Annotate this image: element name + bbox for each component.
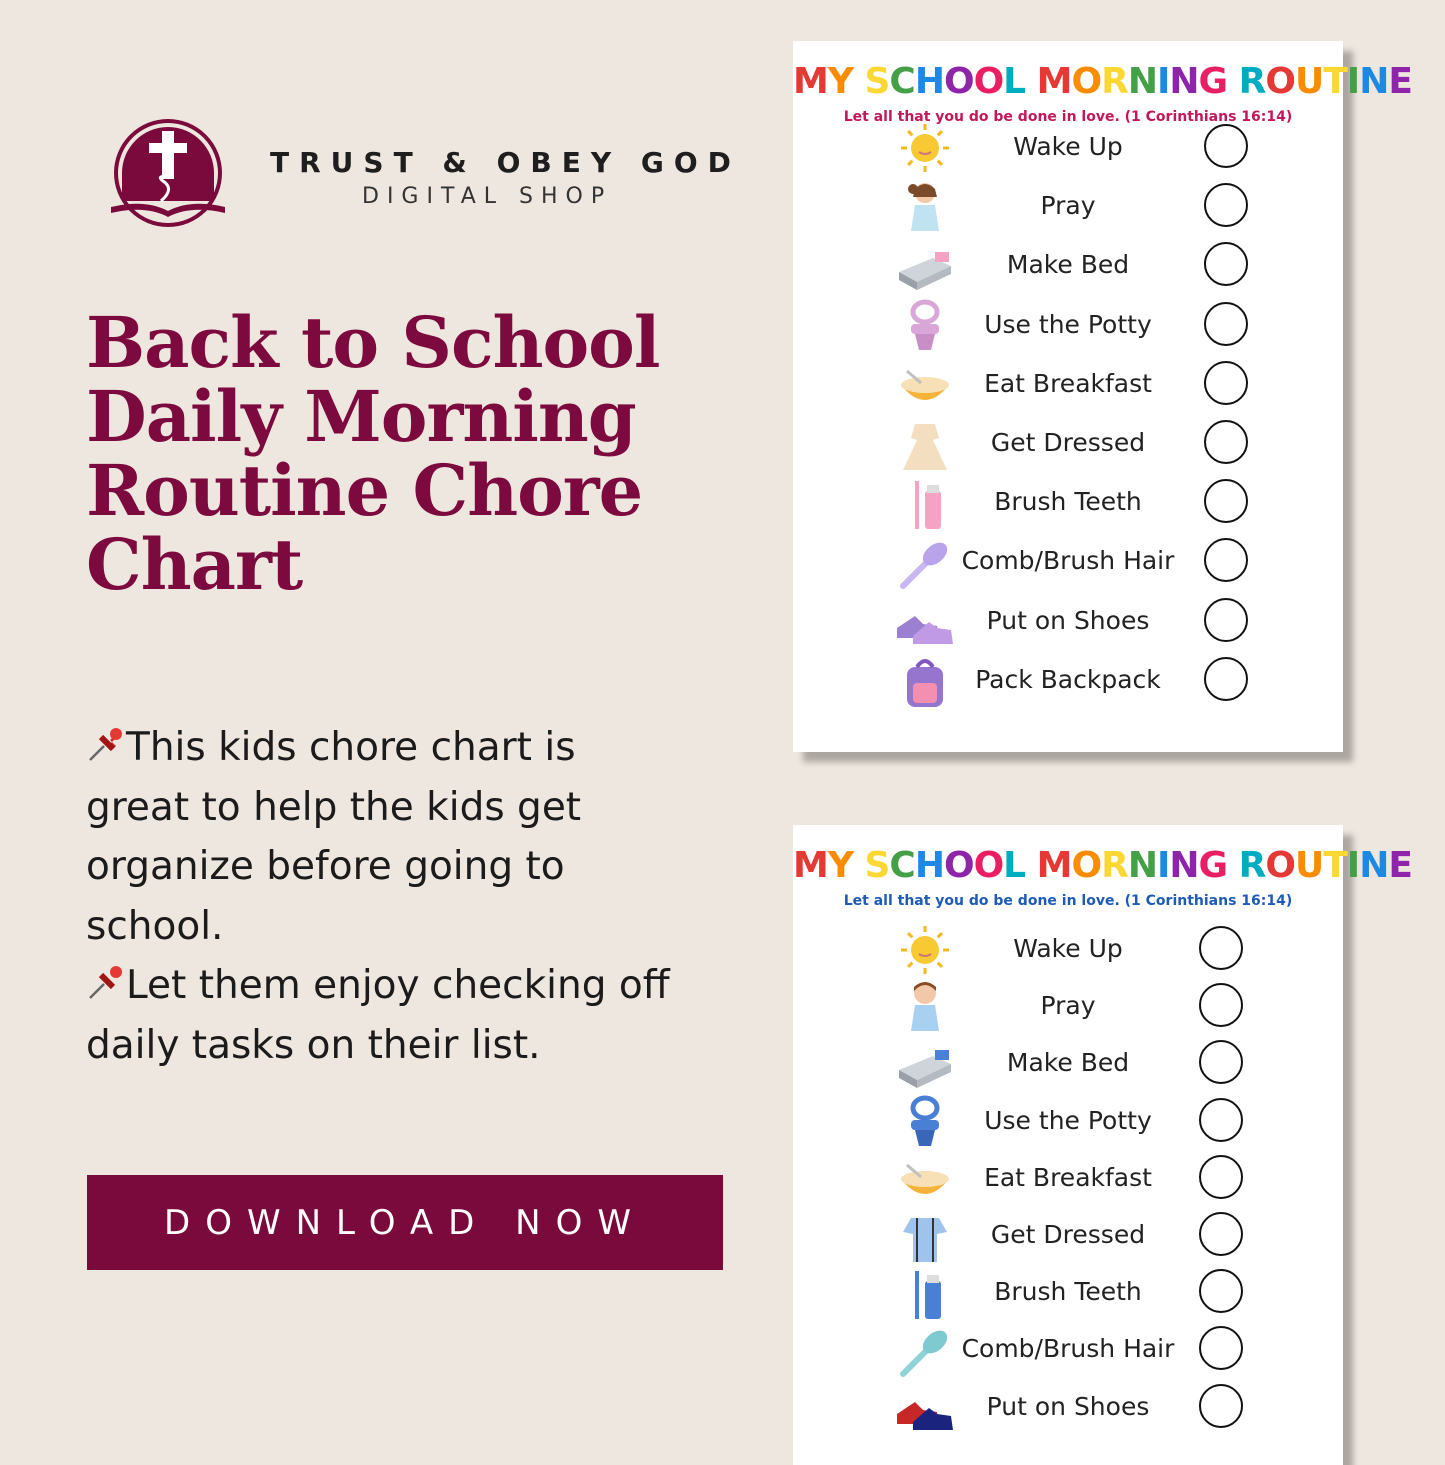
cereal-bowl-icon [893,357,957,413]
task-label: Eat Breakfast [984,1162,1152,1192]
task-checkbox[interactable] [1199,1326,1243,1370]
task-checkbox[interactable] [1204,361,1248,405]
task-row [793,1211,1343,1261]
backpack-icon [893,653,957,709]
shoes-icon [893,1380,957,1436]
task-label: Use the Potty [984,309,1152,339]
task-label: Wake Up [1013,934,1123,963]
task-row [793,1268,1343,1318]
task-checkbox[interactable] [1199,1212,1243,1256]
page-title: Back to School Daily Morning Routine Chore Chart [86,301,660,606]
task-label: Wake Up [1013,132,1123,161]
task-row [793,123,1343,173]
task-row [793,182,1343,232]
task-row [793,1097,1343,1147]
task-checkbox[interactable] [1204,538,1248,582]
task-checkbox[interactable] [1199,1155,1243,1199]
card-verse: Let all that you do be done in love. (1 Corinthians 16:14) [843,109,1293,125]
task-checkbox[interactable] [1204,124,1248,168]
task-label: Eat Breakfast [984,368,1152,398]
task-row [793,656,1343,706]
praying-girl-icon [893,179,957,235]
sun-icon [893,120,957,176]
task-checkbox[interactable] [1199,1384,1243,1428]
task-label: Pack Backpack [975,664,1161,694]
task-label: Make Bed [1006,1048,1130,1078]
brand-name: TRUST & OBEY GOD [270,146,741,179]
task-label: Brush Teeth [994,487,1142,517]
card-title: MY SCHOOL MORNING ROUTINE [793,845,1412,886]
description [86,718,686,1075]
toilet-icon [893,1094,957,1150]
task-row [793,1039,1343,1089]
task-checkbox[interactable] [1204,420,1248,464]
card-verse: Let all that you do be done in love. (1 Corinthians 16:14) [843,893,1293,909]
task-checkbox[interactable] [1204,242,1248,286]
task-row [793,1383,1343,1433]
sun-icon [893,922,957,978]
task-label: Make Bed [1006,250,1130,280]
task-checkbox[interactable] [1204,479,1248,523]
task-row [793,597,1343,647]
shirt-icon [893,1208,957,1264]
task-row [793,1325,1343,1375]
task-label: Pray [1040,991,1096,1021]
chore-chart-card-girl [793,41,1412,752]
brand-subtitle: DIGITAL SHOP [362,184,613,209]
toothbrush-icon [893,1265,957,1321]
hairbrush-icon [893,1322,957,1378]
task-label: Put on Shoes [986,605,1150,635]
task-checkbox[interactable] [1204,598,1248,642]
task-row [793,1154,1343,1204]
task-label: Put on Shoes [986,1391,1150,1421]
bed-icon [893,238,957,294]
task-row [793,241,1343,291]
task-label: Use the Potty [984,1105,1152,1135]
task-row [793,982,1343,1032]
task-row [793,537,1343,587]
task-row [793,419,1343,469]
task-checkbox[interactable] [1204,183,1248,227]
task-label: Get Dressed [990,1220,1146,1249]
description-paragraph-2: Let them enjoy checking off daily tasks on their list. [86,963,670,1068]
chore-chart-card-boy [793,825,1412,1465]
pushpin-icon [86,724,126,764]
task-checkbox[interactable] [1199,1098,1243,1142]
task-checkbox[interactable] [1199,1269,1243,1313]
task-checkbox[interactable] [1199,983,1243,1027]
task-label: Brush Teeth [994,1277,1142,1307]
toilet-icon [893,298,957,354]
task-row [793,478,1343,528]
card-title: MY SCHOOL MORNING ROUTINE [793,61,1412,102]
hairbrush-icon [893,534,957,590]
task-row [793,301,1343,351]
task-checkbox[interactable] [1204,657,1248,701]
pushpin-icon [86,962,126,1002]
toothbrush-icon [893,475,957,531]
bed-icon [893,1036,957,1092]
task-row [793,360,1343,410]
task-label: Pray [1040,191,1096,221]
task-label: Comb/Brush Hair [961,1334,1175,1364]
dress-icon [893,416,957,472]
shoes-icon [893,594,957,650]
task-checkbox[interactable] [1204,302,1248,346]
download-now-button[interactable]: DOWNLOAD NOW [87,1175,723,1270]
task-label: Comb/Brush Hair [961,546,1175,576]
cereal-bowl-icon [893,1151,957,1207]
praying-boy-icon [893,979,957,1035]
task-checkbox[interactable] [1199,1040,1243,1084]
description-paragraph-1: This kids chore chart is great to help the kids get organize before going to school. [86,725,582,949]
brand-logo [105,115,231,227]
task-checkbox[interactable] [1199,926,1243,970]
task-row [793,925,1343,975]
task-label: Get Dressed [990,428,1146,457]
